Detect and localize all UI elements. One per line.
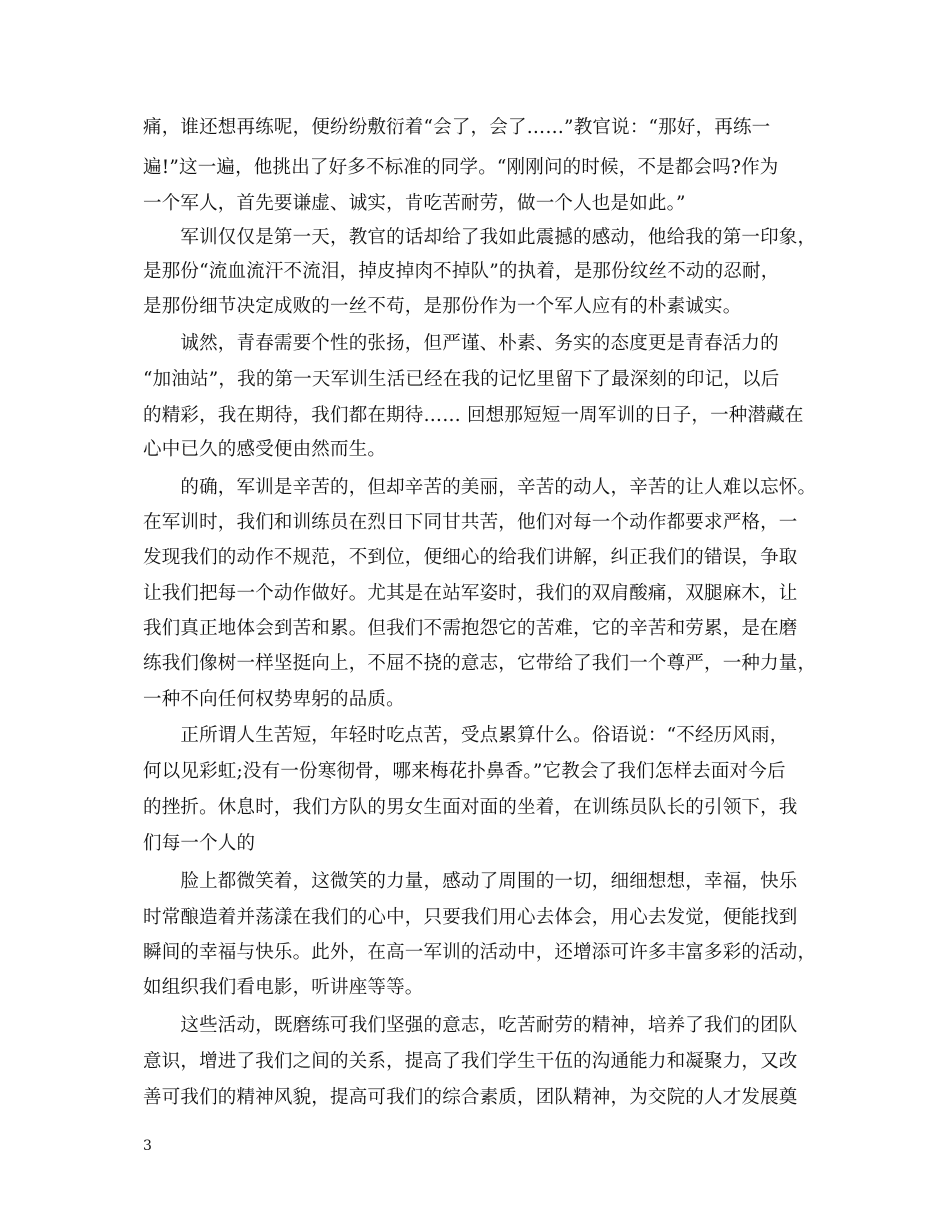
- text-line: “加油站”，我的第一天军训生活已经在我的记忆里留下了最深刻的印记，以后: [143, 369, 780, 390]
- text-line: 痛，谁还想再练呢，便纷纷敷衍着“会了，会了……”教官说：“那好，再练一: [143, 117, 771, 138]
- text-line: 让我们把每一个动作做好。尤其是在站军姿时，我们的双肩酸痛，双腿麻木，让: [143, 583, 798, 604]
- text-line: 时常酿造着并荡漾在我们的心中，只要我们用心去体会，用心去发觉，便能找到: [143, 907, 798, 928]
- text-line: 诚然，青春需要个性的张扬，但严谨、朴素、务实的态度更是青春活力的: [143, 333, 779, 354]
- text-line: 的确，军训是辛苦的，但却辛苦的美丽，辛苦的动人，辛苦的让人难以忘怀。: [143, 477, 817, 498]
- text-line: 脸上都微笑着，这微笑的力量，感动了周围的一切，细细想想，幸福，快乐: [143, 871, 798, 892]
- text-line: 瞬间的幸福与快乐。此外，在高一军训的活动中，还增添可许多丰富多彩的活动，: [143, 942, 817, 963]
- page-number: 3: [143, 1138, 152, 1154]
- text-line: 是那份“流血流汗不流泪，掉皮掉肉不掉队”的执着，是那份纹丝不动的忍耐，: [143, 261, 780, 282]
- text-line: 的挫折。休息时，我们方队的男女生面对面的坐着，在训练员队长的引领下，我: [143, 797, 798, 818]
- text-line: 在军训时，我们和训练员在烈日下同甘共苦，他们对每一个动作都要求严格，一: [143, 512, 798, 533]
- text-line: 一个军人，首先要谦虚、诚实，肯吃苦耐劳，做一个人也是如此。”: [143, 193, 686, 214]
- text-line: 军训仅仅是第一天，教官的话却给了我如此震撼的感动，他给我的第一印象，: [143, 227, 817, 248]
- text-line: 的精彩，我在期待，我们都在期待…… 回想那短短一周军训的日子，一种潜藏在: [143, 405, 804, 426]
- text-line: 意识，增进了我们之间的关系，提高了我们学生干伍的沟通能力和凝聚力，又改: [143, 1051, 798, 1072]
- text-line: 是那份细节决定成败的一丝不苟，是那份作为一个军人应有的朴素诚实。: [143, 296, 742, 317]
- text-line: 发现我们的动作不规范，不到位，便细心的给我们讲解，纠正我们的错误，争取: [143, 547, 798, 568]
- text-line: 一种不向任何权势卑躬的品质。: [143, 689, 405, 710]
- text-line: 遍!”这一遍，他挑出了好多不标准的同学。“刚刚问的时候，不是都会吗?作为: [143, 157, 779, 178]
- text-line: 们每一个人的: [143, 833, 256, 854]
- text-line: 练我们像树一样坚挺向上，不屈不挠的意志，它带给了我们一个尊严，一种力量，: [143, 653, 817, 674]
- text-line: 如组织我们看电影，听讲座等等。: [143, 977, 424, 998]
- text-line: 我们真正地体会到苦和累。但我们不需抱怨它的苦难，它的辛苦和劳累，是在磨: [143, 618, 798, 639]
- text-line: 这些活动，既磨练可我们坚强的意志，吃苦耐劳的精神，培养了我们的团队: [143, 1015, 798, 1036]
- text-line: 正所谓人生苦短，年轻时吃点苦，受点累算什么。俗语说：“不经历风雨，: [143, 725, 789, 746]
- text-line: 心中已久的感受便由然而生。: [143, 439, 387, 460]
- text-line: 善可我们的精神风貌，提高可我们的综合素质，团队精神，为交院的人才发展奠: [143, 1087, 798, 1108]
- text-line: 何以见彩虹;没有一份寒彻骨，哪来梅花扑鼻香。”它教会了我们怎样去面对今后: [143, 761, 786, 782]
